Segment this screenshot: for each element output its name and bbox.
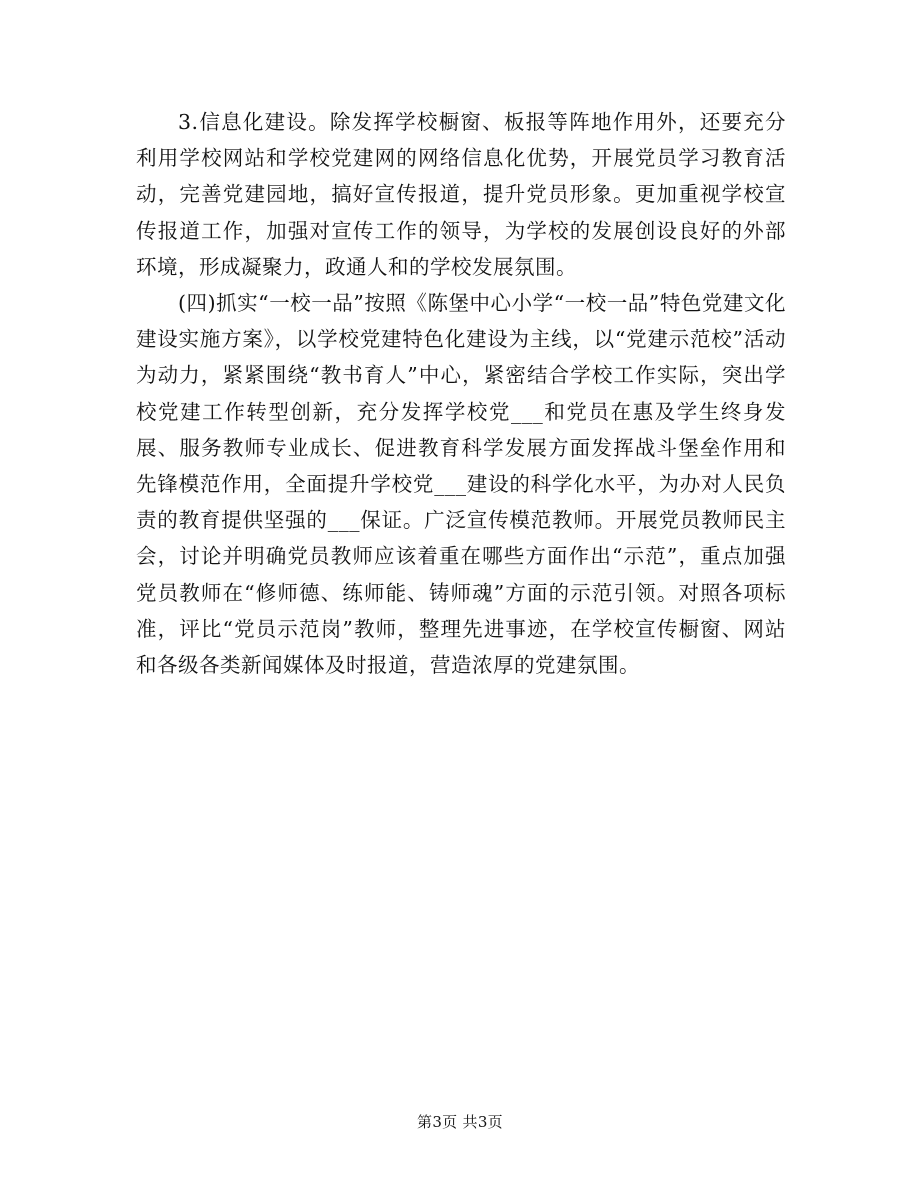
document-body	[136, 104, 786, 683]
page-number-footer: 第3页 共3页	[417, 1113, 503, 1131]
paragraph-informatization: 3.信息化建设。除发挥学校橱窗、板报等阵地作用外，还要充分利用学校网站和学校党建网的网络信息化优势，开展党员学习教育活动，完善党建园地，搞好宣传报道，提升党员形象。更加重视学校宣传报道工作，加强对宣传工作的领导，为学校的发展创设良好的外部环境，形成凝聚力，政通人和的学校发展氛围。	[136, 110, 786, 279]
paragraph-one-school-one-brand: (四)抓实“一校一品”按照《陈堡中心小学“一校一品”特色党建文化建设实施方案》，以学校党建特色化建设为主线，以“党建示范校”活动为动力，紧紧围绕“教书育人”中心，紧密结合学校工作实际，突出学校党建工作转型创新，充分发挥学校党___和党员在惠及学生终身发展、服务教师专业成长、促进教育科学发展方面发挥战斗堡垒作用和先锋模范作用，全面提升学校党___建设的科学化水平，为办对人民负责的教育提供坚强的___保证。广泛宣传模范教师。开展党员教师民主会，讨论并明确党员教师应该着重在哪些方面作出“示范”，重点加强党员教师在“修师德、练师能、铸师魂”方面的示范引领。对照各项标准，评比“党员示范岗”教师，整理先进事迹，在学校宣传橱窗、网站和各级各类新闻媒体及时报道，营造浓厚的党建氛围。	[136, 291, 786, 678]
